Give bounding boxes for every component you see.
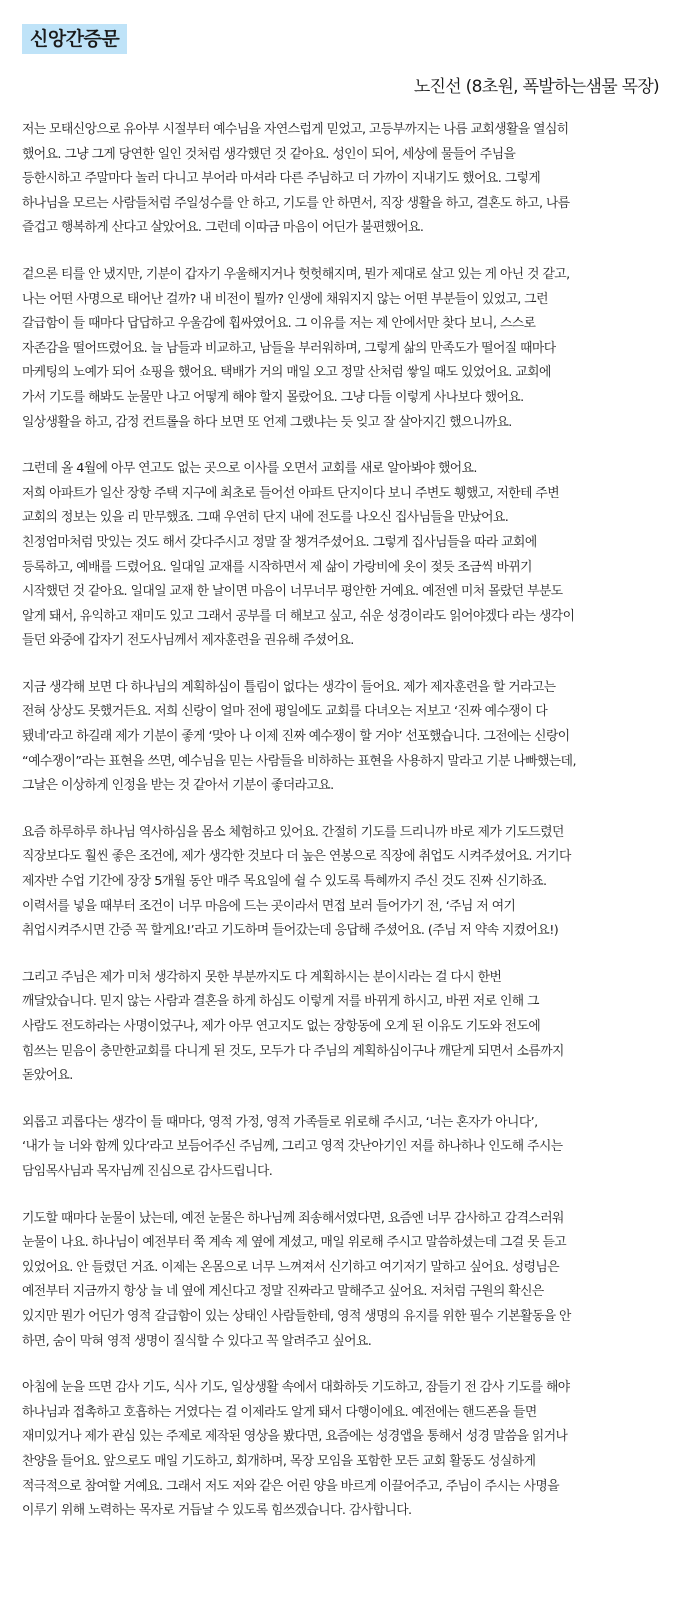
text-line: 눈물이 나요. 하나님이 예전부터 쭉 계속 제 옆에 계셨고, 매일 위로해 주시고 말씀하셨는데 그걸 못 듣고 [22, 1235, 567, 1251]
paragraph [22, 1207, 668, 1355]
text-line: 예전부터 지금까지 항상 늘 네 옆에 계신다고 정말 진짜라고 말해주고 싶어요. 저처럼 구원의 확신은 [22, 1284, 544, 1300]
text-line: 있지만 뭔가 어딘가 영적 갈급함이 있는 상태인 사람들한테, 영적 생명의 유지를 위한 필수 기본활동을 안 [22, 1308, 571, 1324]
text-line: 등록하고, 예배를 드렸어요. 일대일 교재를 시작하면서 제 삶이 가랑비에 옷이 젖듯 조금씩 바뀌기 [22, 559, 532, 575]
paragraph [22, 1111, 668, 1185]
text-line: 그런데 올 4월에 아무 연고도 없는 곳으로 이사를 오면서 교회를 새로 알아봐야 했어요. [22, 461, 477, 477]
text-line: 취업시켜주시면 간증 꼭 할게요!’라고 기도하며 들어갔는데 응답해 주셨어요. (주님 저 약속 지켰어요!) [22, 923, 559, 939]
text-line: 겉으론 티를 안 냈지만, 기분이 갑자기 우울해지거나 헛헛해지며, 뭔가 제대로 살고 있는 게 아닌 것 같고, [22, 266, 570, 282]
text-line: 즐겁고 행복하게 산다고 살았어요. 그런데 이따금 마음이 어딘가 불편했어요. [22, 220, 424, 236]
text-line: 들던 와중에 갑자기 전도사님께서 제자훈련을 권유해 주셨어요. [22, 633, 354, 649]
text-line: ‘내가 늘 너와 함께 있다’라고 보듬어주신 주님께, 그리고 영적 갓난아기인 저를 하나하나 인도해 주시는 [22, 1139, 563, 1155]
text-line: 친정엄마처럼 맛있는 것도 해서 갖다주시고 정말 잘 챙겨주셨어요. 그렇게 집사님들을 따라 교회에 [22, 534, 537, 550]
text-line: 저희 아파트가 일산 장항 주택 지구에 최초로 들어선 아파트 단지이다 보니 주변도 휑했고, 저한테 주변 [22, 485, 560, 501]
text-line: 담임목사님과 목자님께 진심으로 감사드립니다. [22, 1163, 273, 1179]
text-line: 이력서를 넣을 때부터 조건이 너무 마음에 드는 곳이라서 면접 보러 들어가기 전, ‘주님 저 여기 [22, 898, 516, 914]
author-byline: 노진선 (8초원, 폭발하는샘물 목장) [413, 77, 659, 97]
text-line: 마케팅의 노예가 되어 쇼핑을 했어요. 택배가 거의 매일 오고 정말 산처럼 쌓일 때도 있었어요. 교회에 [22, 365, 551, 381]
text-line: 자존감을 떨어뜨렸어요. 늘 남들과 비교하고, 남들을 부러워하며, 그렇게 삶의 만족도가 떨어질 때마다 [22, 340, 556, 356]
text-line: 나는 어떤 사명으로 태어난 걸까? 내 비전이 뭘까? 인생에 채워지지 않는 어떤 부분들이 있었고, 그런 [22, 291, 548, 307]
paragraph [22, 676, 668, 799]
testimony-body [22, 118, 668, 1546]
text-line: 갈급함이 들 때마다 답답하고 우울감에 휩싸였어요. 그 이유를 저는 제 안에서만 찾다 보니, 스스로 [22, 316, 536, 332]
text-line: 일상생활을 하고, 감정 컨트롤을 하다 보면 또 언제 그랬냐는 듯 잊고 잘 살아지긴 했으니까요. [22, 414, 512, 430]
text-line: 하나님과 접촉하고 호흡하는 거였다는 걸 이제라도 알게 돼서 다행이에요. 예전에는 핸드폰을 들면 [22, 1404, 537, 1420]
paragraph [22, 263, 668, 435]
text-line: 기도할 때마다 눈물이 났는데, 예전 눈물은 하나님께 죄송해서였다면, 요즘엔 너무 감사하고 감격스러워 [22, 1210, 564, 1226]
text-line: 재미있거나 제가 관심 있는 주제로 제작된 영상을 봤다면, 요즘에는 성경앱을 통해서 성경 말씀을 읽거나 [22, 1429, 568, 1445]
paragraph [22, 966, 668, 1089]
text-line: 이루기 위해 노력하는 목자로 거듭날 수 있도록 힘쓰겠습니다. 감사합니다. [22, 1503, 412, 1519]
text-line: 직장보다도 훨씬 좋은 조건에, 제가 생각한 것보다 더 높은 연봉으로 직장에 취업도 시켜주셨어요. 거기다 [22, 849, 571, 865]
text-line: 됐네’라고 하길래 제가 기분이 좋게 ‘맞아 나 이제 진짜 예수쟁이 할 거야’ 선포했습니다. 그전에는 신랑이 [22, 729, 570, 745]
text-line: 적극적으로 참여할 거예요. 그래서 저도 저와 같은 어린 양을 바르게 이끌어주고, 주님이 주시는 사명을 [22, 1478, 560, 1494]
paragraph [22, 457, 668, 654]
text-line: 시작했던 것 같아요. 일대일 교재 한 날이면 마음이 너무너무 평안한 거예요. 예전엔 미처 몰랐던 부분도 [22, 584, 563, 600]
text-line: 지금 생각해 보면 다 하나님의 계획하심이 틀림이 없다는 생각이 들어요. 제가 제자훈련을 할 거라고는 [22, 679, 556, 695]
text-line: 알게 돼서, 유익하고 재미도 있고 그래서 공부를 더 해보고 싶고, 쉬운 성경이라도 읽어야겠다 라는 생각이 [22, 608, 575, 624]
text-line: 요즘 하루하루 하나님 역사하심을 몸소 체험하고 있어요. 간절히 기도를 드리니까 바로 제가 기도드렸던 [22, 824, 564, 840]
paragraph [22, 821, 668, 944]
text-line: 교회의 정보는 있을 리 만무했죠. 그때 우연히 단지 내에 전도를 나오신 집사님들을 만났어요. [22, 510, 509, 526]
text-line: 하나님을 모르는 사람들처럼 주일성수를 안 하고, 기도를 안 하면서, 직장 생활을 하고, 결혼도 하고, 나름 [22, 195, 570, 211]
text-line: 힘쓰는 믿음이 충만한교회를 다니게 된 것도, 모두가 다 주님의 계획하심이구나 깨닫게 되면서 소름까지 [22, 1043, 564, 1059]
text-line: 찬양을 들어요. 앞으로도 매일 기도하고, 회개하며, 목장 모임을 포함한 모든 교회 활동도 성실하게 [22, 1453, 536, 1469]
text-line: 했어요. 그냥 그게 당연한 일인 것처럼 생각했던 것 같아요. 성인이 되어, 세상에 물들어 주님을 [22, 146, 516, 162]
paragraph [22, 1376, 668, 1524]
text-line: 하면, 숨이 막혀 영적 생명이 질식할 수 있다고 꼭 알려주고 싶어요. [22, 1333, 372, 1349]
text-line: 저는 모태신앙으로 유아부 시절부터 예수님을 자연스럽게 믿었고, 고등부까지는 나름 교회생활을 열심히 [22, 122, 569, 137]
page-title: 신앙간증문 [22, 24, 127, 54]
text-line: 외롭고 괴롭다는 생각이 들 때마다, 영적 가정, 영적 가족들로 위로해 주시고, ‘너는 혼자가 아니다’, [22, 1114, 538, 1130]
text-line: 사람도 전도하라는 사명이었구나, 제가 아무 연고지도 없는 장항동에 오게 된 이유도 기도와 전도에 [22, 1019, 541, 1034]
text-line: 등한시하고 주말마다 놀러 다니고 부어라 마셔라 다른 주님하고 더 가까이 지내기도 했어요. 그렇게 [22, 171, 541, 187]
text-line: 있었어요. 안 들렸던 거죠. 이제는 온몸으로 너무 느껴져서 신기하고 여기저기 말하고 싶어요. 성령님은 [22, 1259, 560, 1275]
text-line: 깨달았습니다. 믿지 않는 사람과 결혼을 하게 하심도 이렇게 저를 바뀌게 하시고, 바뀐 저로 인해 그 [22, 994, 539, 1010]
text-line: 가서 기도를 해봐도 눈물만 나고 어떻게 해야 할지 몰랐어요. 그냥 다들 이렇게 사나보다 했어요. [22, 389, 524, 405]
text-line: 제자반 수업 기간에 장장 5개월 동안 매주 목요일에 쉴 수 있도록 특혜까지 주신 것도 진짜 신기하죠. [22, 874, 547, 890]
text-line: 아침에 눈을 뜨면 감사 기도, 식사 기도, 일상생활 속에서 대화하듯 기도하고, 잠들기 전 감사 기도를 해야 [22, 1380, 570, 1396]
text-line: 그리고 주님은 제가 미처 생각하지 못한 부분까지도 다 계획하시는 분이시라는 걸 다시 한번 [22, 969, 502, 985]
paragraph [22, 118, 668, 241]
text-line: 돋았어요. [22, 1068, 73, 1084]
text-line: 전혀 상상도 못했거든요. 저희 신랑이 얼마 전에 평일에도 교회를 다녀오는 저보고 ‘진짜 예수쟁이 다 [22, 704, 548, 720]
text-line: 그날은 이상하게 인정을 받는 것 같아서 기분이 좋더라고요. [22, 778, 334, 794]
text-line: “예수쟁이”라는 표현을 쓰면, 예수님을 믿는 사람들을 비하하는 표현을 사용하지 말라고 기분 나빠했는데, [22, 753, 576, 769]
